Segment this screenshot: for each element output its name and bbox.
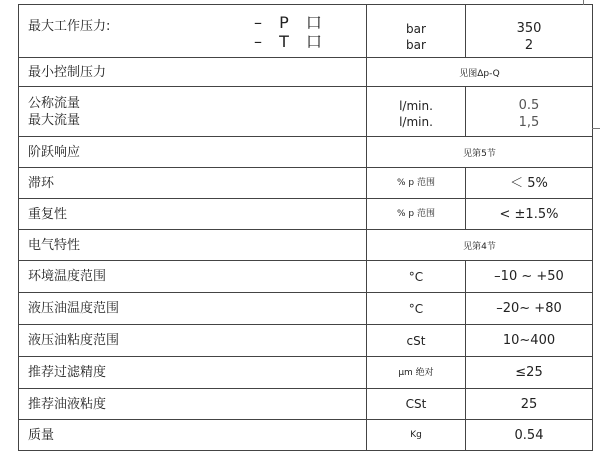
- param-cell: 推荐过滤精度: [19, 357, 367, 389]
- value-label: 350: [516, 21, 542, 36]
- param-cell: 电气特性: [19, 230, 367, 261]
- unit-cell: % p 范围: [367, 168, 466, 199]
- unit-cell: μm 绝对: [367, 357, 466, 389]
- param-cell: 环境温度范围: [19, 261, 367, 293]
- value-cell: –10 ~ +50: [466, 261, 593, 293]
- value-cell: [466, 87, 593, 137]
- table-row: [19, 137, 593, 168]
- param-cell: [19, 87, 367, 137]
- unit-cell: °C: [367, 293, 466, 325]
- param-label: 最大流量: [28, 112, 81, 128]
- table-row: [19, 389, 593, 420]
- param-cell: 最小控制压力: [19, 58, 367, 87]
- unit-label: bar: [406, 38, 426, 52]
- unit-cell: Kg: [367, 420, 466, 451]
- table-row: [19, 420, 593, 451]
- table-row: [19, 230, 593, 261]
- table-row: [19, 325, 593, 357]
- param-cell: 质量: [19, 420, 367, 451]
- value-cell: [466, 5, 593, 58]
- param-cell: 推荐油液粘度: [19, 389, 367, 420]
- param-label: 最大工作压力:: [28, 19, 111, 34]
- merged-value-cell: 见第4节: [367, 230, 593, 261]
- value-cell: ＜ 5%: [466, 168, 593, 199]
- port-p-label: – P 口: [254, 13, 328, 32]
- unit-cell: [367, 87, 466, 137]
- value-label: 0.5: [518, 98, 540, 113]
- param-cell: 重复性: [19, 199, 367, 230]
- value-cell: ≤25: [466, 357, 593, 389]
- value-cell: < ±1.5%: [466, 199, 593, 230]
- unit-cell: % p 范围: [367, 199, 466, 230]
- value-label: 1,5: [518, 115, 540, 130]
- scan-mark: [592, 128, 600, 129]
- unit-cell: °C: [367, 261, 466, 293]
- value-label: 2: [524, 38, 534, 53]
- table-row: [19, 5, 593, 58]
- param-cell: 液压油温度范围: [19, 293, 367, 325]
- unit-label: bar: [406, 22, 426, 36]
- param-label: 公称流量: [28, 95, 81, 111]
- unit-label: l/min.: [399, 115, 433, 129]
- param-cell: 滞环: [19, 168, 367, 199]
- spec-table: [18, 4, 593, 451]
- table-row: [19, 261, 593, 293]
- unit-cell: [367, 5, 466, 58]
- unit-label: l/min.: [399, 99, 433, 113]
- port-labels: [254, 13, 328, 51]
- table-row: [19, 293, 593, 325]
- table-row: [19, 87, 593, 137]
- param-cell: 阶跃响应: [19, 137, 367, 168]
- unit-cell: CSt: [367, 389, 466, 420]
- value-cell: 25: [466, 389, 593, 420]
- table-row: [19, 168, 593, 199]
- merged-value-cell: 见第5节: [367, 137, 593, 168]
- port-t-label: – T 口: [254, 32, 328, 51]
- scan-mark: [583, 0, 584, 5]
- value-cell: 0.54: [466, 420, 593, 451]
- table-row: [19, 357, 593, 389]
- param-cell: 液压油粘度范围: [19, 325, 367, 357]
- param-cell: [19, 5, 367, 58]
- unit-cell: cSt: [367, 325, 466, 357]
- value-cell: 10~400: [466, 325, 593, 357]
- merged-value-cell: 见图Δp-Q: [367, 58, 593, 87]
- table-row: [19, 199, 593, 230]
- value-cell: –20~ +80: [466, 293, 593, 325]
- table-row: [19, 58, 593, 87]
